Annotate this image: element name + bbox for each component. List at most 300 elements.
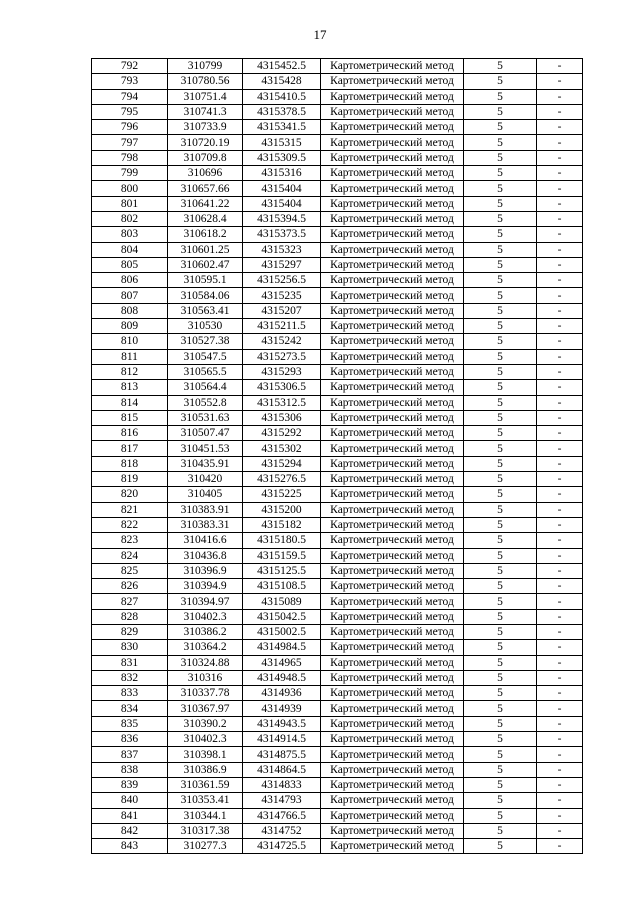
- accuracy-cell: 5: [464, 135, 537, 150]
- x-coordinate-cell: 310396.9: [168, 563, 243, 578]
- table-row: [92, 747, 583, 762]
- point-number-cell: 808: [92, 303, 168, 318]
- table-row: [92, 777, 583, 792]
- x-coordinate-cell: 310435.91: [168, 456, 243, 471]
- accuracy-cell: 5: [464, 777, 537, 792]
- y-coordinate-cell: 4315292: [243, 426, 321, 441]
- y-coordinate-cell: 4315207: [243, 303, 321, 318]
- method-cell: Картометрический метод: [321, 502, 464, 517]
- page-number: 17: [313, 27, 327, 42]
- method-cell: Картометрический метод: [321, 273, 464, 288]
- point-number-cell: 809: [92, 319, 168, 334]
- y-coordinate-cell: 4314914.5: [243, 732, 321, 747]
- table-row: [92, 441, 583, 456]
- method-cell: Картометрический метод: [321, 196, 464, 211]
- method-cell: Картометрический метод: [321, 548, 464, 563]
- note-cell: -: [537, 227, 583, 242]
- table-row: [92, 701, 583, 716]
- x-coordinate-cell: 310390.2: [168, 716, 243, 731]
- point-number-cell: 800: [92, 181, 168, 196]
- method-cell: Картометрический метод: [321, 655, 464, 670]
- note-cell: -: [537, 472, 583, 487]
- point-number-cell: 821: [92, 502, 168, 517]
- x-coordinate-cell: 310364.2: [168, 640, 243, 655]
- note-cell: -: [537, 74, 583, 89]
- table-row: [92, 579, 583, 594]
- y-coordinate-cell: 4315089: [243, 594, 321, 609]
- x-coordinate-cell: 310361.59: [168, 777, 243, 792]
- y-coordinate-cell: 4315225: [243, 487, 321, 502]
- table-row: [92, 640, 583, 655]
- note-cell: -: [537, 426, 583, 441]
- point-number-cell: 806: [92, 273, 168, 288]
- x-coordinate-cell: 310398.1: [168, 747, 243, 762]
- method-cell: Картометрический метод: [321, 670, 464, 685]
- table-row: [92, 609, 583, 624]
- table-row: [92, 823, 583, 838]
- accuracy-cell: 5: [464, 594, 537, 609]
- point-number-cell: 838: [92, 762, 168, 777]
- note-cell: -: [537, 104, 583, 119]
- x-coordinate-cell: 310547.5: [168, 349, 243, 364]
- accuracy-cell: 5: [464, 395, 537, 410]
- method-cell: Картометрический метод: [321, 135, 464, 150]
- y-coordinate-cell: 4314936: [243, 686, 321, 701]
- method-cell: Картометрический метод: [321, 349, 464, 364]
- table-row: [92, 349, 583, 364]
- x-coordinate-cell: 310394.9: [168, 579, 243, 594]
- note-cell: -: [537, 747, 583, 762]
- y-coordinate-cell: 4315002.5: [243, 624, 321, 639]
- table-row: [92, 380, 583, 395]
- point-number-cell: 819: [92, 472, 168, 487]
- x-coordinate-cell: 310531.63: [168, 410, 243, 425]
- y-coordinate-cell: 4315276.5: [243, 472, 321, 487]
- method-cell: Картометрический метод: [321, 334, 464, 349]
- x-coordinate-cell: 310416.6: [168, 533, 243, 548]
- note-cell: -: [537, 349, 583, 364]
- point-number-cell: 793: [92, 74, 168, 89]
- coordinates-table: [91, 58, 583, 854]
- x-coordinate-cell: 310277.3: [168, 839, 243, 854]
- table-row: [92, 456, 583, 471]
- x-coordinate-cell: 310386.2: [168, 624, 243, 639]
- x-coordinate-cell: 310324.88: [168, 655, 243, 670]
- point-number-cell: 830: [92, 640, 168, 655]
- table-row: [92, 211, 583, 226]
- note-cell: -: [537, 319, 583, 334]
- note-cell: -: [537, 211, 583, 226]
- x-coordinate-cell: 310436.8: [168, 548, 243, 563]
- table-row: [92, 762, 583, 777]
- x-coordinate-cell: 310405: [168, 487, 243, 502]
- y-coordinate-cell: 4315315: [243, 135, 321, 150]
- y-coordinate-cell: 4315452.5: [243, 59, 321, 74]
- note-cell: -: [537, 823, 583, 838]
- x-coordinate-cell: 310584.06: [168, 288, 243, 303]
- coordinates-table-body: [92, 59, 583, 854]
- method-cell: Картометрический метод: [321, 426, 464, 441]
- x-coordinate-cell: 310367.97: [168, 701, 243, 716]
- method-cell: Картометрический метод: [321, 701, 464, 716]
- point-number-cell: 837: [92, 747, 168, 762]
- accuracy-cell: 5: [464, 533, 537, 548]
- point-number-cell: 843: [92, 839, 168, 854]
- accuracy-cell: 5: [464, 364, 537, 379]
- point-number-cell: 823: [92, 533, 168, 548]
- y-coordinate-cell: 4315302: [243, 441, 321, 456]
- table-row: [92, 334, 583, 349]
- method-cell: Картометрический метод: [321, 120, 464, 135]
- table-row: [92, 472, 583, 487]
- accuracy-cell: 5: [464, 196, 537, 211]
- point-number-cell: 798: [92, 150, 168, 165]
- table-row: [92, 808, 583, 823]
- accuracy-cell: 5: [464, 548, 537, 563]
- note-cell: -: [537, 59, 583, 74]
- note-cell: -: [537, 777, 583, 792]
- method-cell: Картометрический метод: [321, 579, 464, 594]
- note-cell: -: [537, 288, 583, 303]
- x-coordinate-cell: 310337.78: [168, 686, 243, 701]
- method-cell: Картометрический метод: [321, 793, 464, 808]
- accuracy-cell: 5: [464, 426, 537, 441]
- table-row: [92, 196, 583, 211]
- method-cell: Картометрический метод: [321, 686, 464, 701]
- x-coordinate-cell: 310402.3: [168, 609, 243, 624]
- table-row: [92, 502, 583, 517]
- table-row: [92, 303, 583, 318]
- note-cell: -: [537, 640, 583, 655]
- method-cell: Картометрический метод: [321, 303, 464, 318]
- point-number-cell: 822: [92, 517, 168, 532]
- accuracy-cell: 5: [464, 273, 537, 288]
- method-cell: Картометрический метод: [321, 456, 464, 471]
- accuracy-cell: 5: [464, 701, 537, 716]
- table-row: [92, 563, 583, 578]
- table-row: [92, 288, 583, 303]
- x-coordinate-cell: 310552.8: [168, 395, 243, 410]
- method-cell: Картометрический метод: [321, 288, 464, 303]
- y-coordinate-cell: 4315042.5: [243, 609, 321, 624]
- accuracy-cell: 5: [464, 686, 537, 701]
- note-cell: -: [537, 502, 583, 517]
- y-coordinate-cell: 4315297: [243, 257, 321, 272]
- y-coordinate-cell: 4314864.5: [243, 762, 321, 777]
- accuracy-cell: 5: [464, 579, 537, 594]
- y-coordinate-cell: 4315294: [243, 456, 321, 471]
- point-number-cell: 836: [92, 732, 168, 747]
- method-cell: Картометрический метод: [321, 59, 464, 74]
- method-cell: Картометрический метод: [321, 181, 464, 196]
- note-cell: -: [537, 456, 583, 471]
- point-number-cell: 833: [92, 686, 168, 701]
- note-cell: -: [537, 487, 583, 502]
- point-number-cell: 811: [92, 349, 168, 364]
- note-cell: -: [537, 242, 583, 257]
- x-coordinate-cell: 310451.53: [168, 441, 243, 456]
- method-cell: Картометрический метод: [321, 747, 464, 762]
- x-coordinate-cell: 310316: [168, 670, 243, 685]
- accuracy-cell: 5: [464, 166, 537, 181]
- x-coordinate-cell: 310595.1: [168, 273, 243, 288]
- table-row: [92, 150, 583, 165]
- point-number-cell: 818: [92, 456, 168, 471]
- accuracy-cell: 5: [464, 655, 537, 670]
- table-row: [92, 594, 583, 609]
- y-coordinate-cell: 4315410.5: [243, 89, 321, 104]
- accuracy-cell: 5: [464, 380, 537, 395]
- table-row: [92, 364, 583, 379]
- method-cell: Картометрический метод: [321, 257, 464, 272]
- table-row: [92, 135, 583, 150]
- accuracy-cell: 5: [464, 242, 537, 257]
- accuracy-cell: 5: [464, 334, 537, 349]
- accuracy-cell: 5: [464, 839, 537, 854]
- accuracy-cell: 5: [464, 456, 537, 471]
- y-coordinate-cell: 4315200: [243, 502, 321, 517]
- method-cell: Картометрический метод: [321, 104, 464, 119]
- note-cell: -: [537, 196, 583, 211]
- point-number-cell: 796: [92, 120, 168, 135]
- accuracy-cell: 5: [464, 517, 537, 532]
- note-cell: -: [537, 395, 583, 410]
- method-cell: Картометрический метод: [321, 380, 464, 395]
- note-cell: -: [537, 609, 583, 624]
- accuracy-cell: 5: [464, 823, 537, 838]
- y-coordinate-cell: 4315404: [243, 196, 321, 211]
- point-number-cell: 816: [92, 426, 168, 441]
- point-number-cell: 812: [92, 364, 168, 379]
- x-coordinate-cell: 310563.41: [168, 303, 243, 318]
- table-row: [92, 74, 583, 89]
- accuracy-cell: 5: [464, 410, 537, 425]
- x-coordinate-cell: 310696: [168, 166, 243, 181]
- x-coordinate-cell: 310353.41: [168, 793, 243, 808]
- y-coordinate-cell: 4315108.5: [243, 579, 321, 594]
- x-coordinate-cell: 310420: [168, 472, 243, 487]
- y-coordinate-cell: 4315312.5: [243, 395, 321, 410]
- y-coordinate-cell: 4314984.5: [243, 640, 321, 655]
- y-coordinate-cell: 4315378.5: [243, 104, 321, 119]
- method-cell: Картометрический метод: [321, 410, 464, 425]
- note-cell: -: [537, 150, 583, 165]
- y-coordinate-cell: 4315428: [243, 74, 321, 89]
- note-cell: -: [537, 517, 583, 532]
- method-cell: Картометрический метод: [321, 227, 464, 242]
- point-number-cell: 832: [92, 670, 168, 685]
- method-cell: Картометрический метод: [321, 594, 464, 609]
- point-number-cell: 797: [92, 135, 168, 150]
- note-cell: -: [537, 548, 583, 563]
- y-coordinate-cell: 4314875.5: [243, 747, 321, 762]
- table-row: [92, 227, 583, 242]
- point-number-cell: 807: [92, 288, 168, 303]
- accuracy-cell: 5: [464, 563, 537, 578]
- note-cell: -: [537, 579, 583, 594]
- x-coordinate-cell: 310383.91: [168, 502, 243, 517]
- accuracy-cell: 5: [464, 732, 537, 747]
- y-coordinate-cell: 4314965: [243, 655, 321, 670]
- table-row: [92, 319, 583, 334]
- method-cell: Картометрический метод: [321, 211, 464, 226]
- method-cell: Картометрический метод: [321, 364, 464, 379]
- x-coordinate-cell: 310733.9: [168, 120, 243, 135]
- point-number-cell: 794: [92, 89, 168, 104]
- table-row: [92, 624, 583, 639]
- method-cell: Картометрический метод: [321, 441, 464, 456]
- accuracy-cell: 5: [464, 227, 537, 242]
- accuracy-cell: 5: [464, 808, 537, 823]
- table-row: [92, 395, 583, 410]
- note-cell: -: [537, 808, 583, 823]
- table-row: [92, 655, 583, 670]
- y-coordinate-cell: 4315235: [243, 288, 321, 303]
- point-number-cell: 814: [92, 395, 168, 410]
- y-coordinate-cell: 4314793: [243, 793, 321, 808]
- point-number-cell: 826: [92, 579, 168, 594]
- point-number-cell: 805: [92, 257, 168, 272]
- y-coordinate-cell: 4314948.5: [243, 670, 321, 685]
- accuracy-cell: 5: [464, 502, 537, 517]
- point-number-cell: 835: [92, 716, 168, 731]
- x-coordinate-cell: 310741.3: [168, 104, 243, 119]
- table-row: [92, 732, 583, 747]
- point-number-cell: 792: [92, 59, 168, 74]
- table-row: [92, 670, 583, 685]
- point-number-cell: 834: [92, 701, 168, 716]
- accuracy-cell: 5: [464, 762, 537, 777]
- x-coordinate-cell: 310527.38: [168, 334, 243, 349]
- x-coordinate-cell: 310628.4: [168, 211, 243, 226]
- y-coordinate-cell: 4315323: [243, 242, 321, 257]
- y-coordinate-cell: 4315306: [243, 410, 321, 425]
- y-coordinate-cell: 4315373.5: [243, 227, 321, 242]
- accuracy-cell: 5: [464, 609, 537, 624]
- table-row: [92, 487, 583, 502]
- note-cell: -: [537, 303, 583, 318]
- method-cell: Картометрический метод: [321, 319, 464, 334]
- x-coordinate-cell: 310317.38: [168, 823, 243, 838]
- method-cell: Картометрический метод: [321, 839, 464, 854]
- table-row: [92, 104, 583, 119]
- table-row: [92, 166, 583, 181]
- point-number-cell: 799: [92, 166, 168, 181]
- method-cell: Картометрический метод: [321, 563, 464, 578]
- note-cell: -: [537, 120, 583, 135]
- table-row: [92, 89, 583, 104]
- x-coordinate-cell: 310602.47: [168, 257, 243, 272]
- x-coordinate-cell: 310530: [168, 319, 243, 334]
- method-cell: Картометрический метод: [321, 640, 464, 655]
- note-cell: -: [537, 594, 583, 609]
- point-number-cell: 804: [92, 242, 168, 257]
- x-coordinate-cell: 310780.56: [168, 74, 243, 89]
- point-number-cell: 841: [92, 808, 168, 823]
- y-coordinate-cell: 4315306.5: [243, 380, 321, 395]
- accuracy-cell: 5: [464, 89, 537, 104]
- method-cell: Картометрический метод: [321, 823, 464, 838]
- x-coordinate-cell: 310344.1: [168, 808, 243, 823]
- point-number-cell: 795: [92, 104, 168, 119]
- point-number-cell: 803: [92, 227, 168, 242]
- method-cell: Картометрический метод: [321, 166, 464, 181]
- method-cell: Картометрический метод: [321, 517, 464, 532]
- y-coordinate-cell: 4315242: [243, 334, 321, 349]
- accuracy-cell: 5: [464, 150, 537, 165]
- accuracy-cell: 5: [464, 120, 537, 135]
- x-coordinate-cell: 310383.31: [168, 517, 243, 532]
- accuracy-cell: 5: [464, 104, 537, 119]
- x-coordinate-cell: 310507.47: [168, 426, 243, 441]
- y-coordinate-cell: 4315404: [243, 181, 321, 196]
- x-coordinate-cell: 310720.19: [168, 135, 243, 150]
- x-coordinate-cell: 310402.3: [168, 732, 243, 747]
- y-coordinate-cell: 4314939: [243, 701, 321, 716]
- accuracy-cell: 5: [464, 716, 537, 731]
- note-cell: -: [537, 624, 583, 639]
- y-coordinate-cell: 4315256.5: [243, 273, 321, 288]
- y-coordinate-cell: 4315316: [243, 166, 321, 181]
- point-number-cell: 820: [92, 487, 168, 502]
- method-cell: Картометрический метод: [321, 533, 464, 548]
- accuracy-cell: 5: [464, 441, 537, 456]
- method-cell: Картометрический метод: [321, 242, 464, 257]
- accuracy-cell: 5: [464, 472, 537, 487]
- y-coordinate-cell: 4314766.5: [243, 808, 321, 823]
- note-cell: -: [537, 793, 583, 808]
- accuracy-cell: 5: [464, 59, 537, 74]
- accuracy-cell: 5: [464, 74, 537, 89]
- y-coordinate-cell: 4315211.5: [243, 319, 321, 334]
- point-number-cell: 810: [92, 334, 168, 349]
- accuracy-cell: 5: [464, 624, 537, 639]
- note-cell: -: [537, 533, 583, 548]
- y-coordinate-cell: 4314833: [243, 777, 321, 792]
- note-cell: -: [537, 380, 583, 395]
- point-number-cell: 842: [92, 823, 168, 838]
- point-number-cell: 831: [92, 655, 168, 670]
- note-cell: -: [537, 410, 583, 425]
- y-coordinate-cell: 4314943.5: [243, 716, 321, 731]
- x-coordinate-cell: 310709.8: [168, 150, 243, 165]
- table-row: [92, 533, 583, 548]
- x-coordinate-cell: 310601.25: [168, 242, 243, 257]
- accuracy-cell: 5: [464, 257, 537, 272]
- x-coordinate-cell: 310386.9: [168, 762, 243, 777]
- y-coordinate-cell: 4314752: [243, 823, 321, 838]
- y-coordinate-cell: 4315125.5: [243, 563, 321, 578]
- note-cell: -: [537, 364, 583, 379]
- point-number-cell: 815: [92, 410, 168, 425]
- note-cell: -: [537, 563, 583, 578]
- note-cell: -: [537, 839, 583, 854]
- point-number-cell: 839: [92, 777, 168, 792]
- point-number-cell: 828: [92, 609, 168, 624]
- table-row: [92, 793, 583, 808]
- x-coordinate-cell: 310799: [168, 59, 243, 74]
- table-row: [92, 426, 583, 441]
- point-number-cell: 825: [92, 563, 168, 578]
- table-row: [92, 686, 583, 701]
- method-cell: Картометрический метод: [321, 150, 464, 165]
- method-cell: Картометрический метод: [321, 716, 464, 731]
- note-cell: -: [537, 89, 583, 104]
- table-row: [92, 120, 583, 135]
- note-cell: -: [537, 762, 583, 777]
- note-cell: -: [537, 166, 583, 181]
- point-number-cell: 817: [92, 441, 168, 456]
